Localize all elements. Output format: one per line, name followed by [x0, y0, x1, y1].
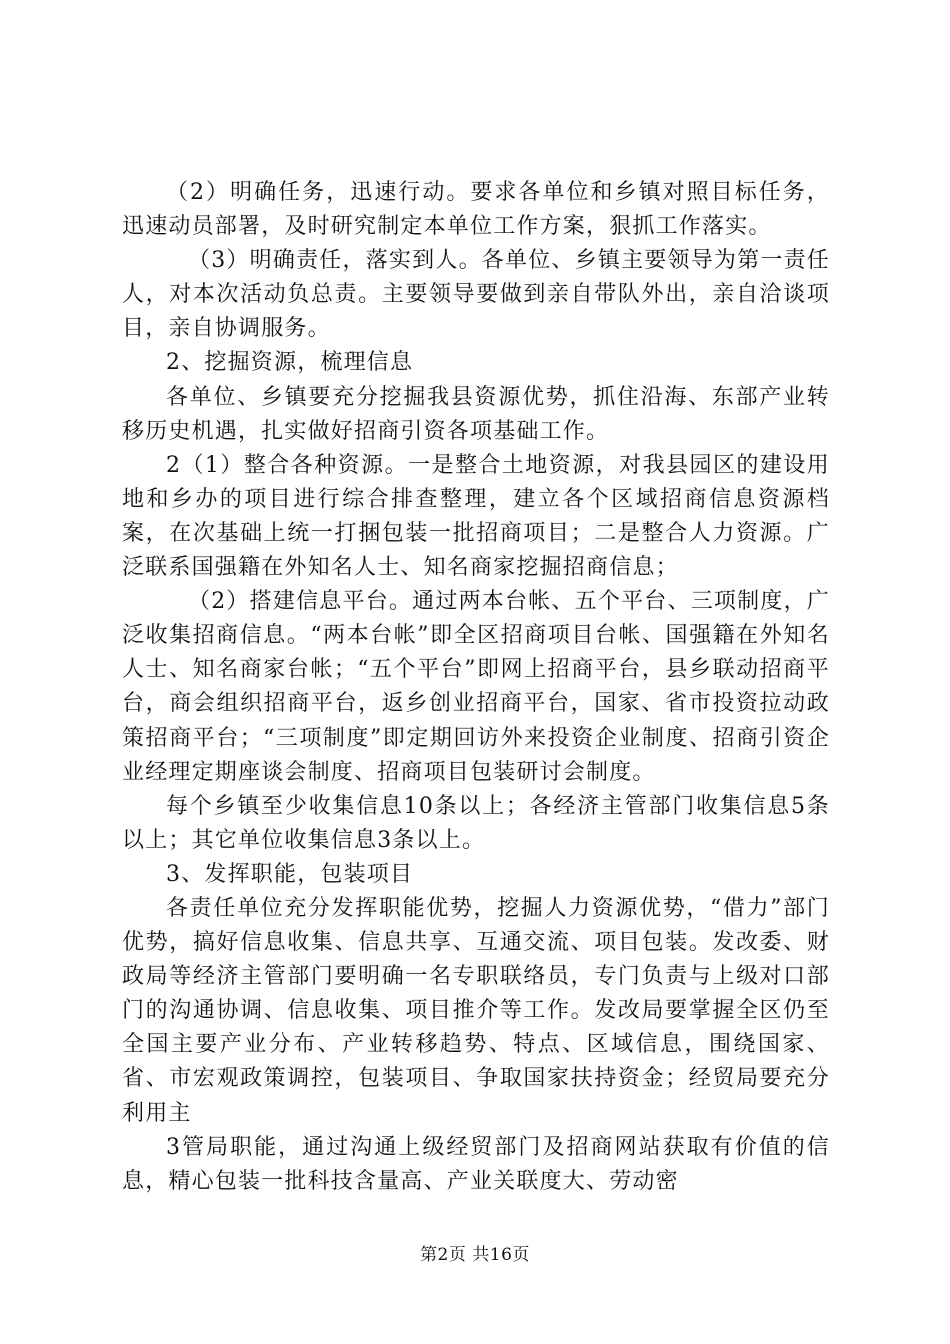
page-number-footer: 第2页 共16页: [420, 1245, 530, 1265]
paragraph-info-quota: 每个乡镇至少收集信息10条以上；各经济主管部门收集信息5条以上；其它单位收集信息3条以上。: [122, 793, 830, 853]
paragraph-functions: 各责任单位充分发挥职能优势，挖掘人力资源优势，“借力”部门优势，搞好信息收集、信息共享、互通交流、项目包装。发改委、财政局等经济主管部门要明确一名专职联络员，专门负责与上级对口部门的沟通协调、信息收集、项目推介等工作。发改局要掌握全区仍至全国主要产业分布、产业转移趋势、特点、区域信息，围绕国家、省、市宏观政策调控，包装项目、争取国家扶持资金；经贸局要充分利用主: [122, 895, 830, 1126]
document-body: [122, 176, 830, 1199]
section-heading-resources: 2、挖掘资源，梳理信息: [166, 350, 414, 376]
paragraph-integrate-resources: 2（1）整合各种资源。一是整合土地资源，对我县园区的建设用地和乡办的项目进行综合排查整理，建立各个区域招商信息资源档案，在次基础上统一打捆包装一批招商项目；二是整合人力资源。广泛联系国强籍在外知名人士、知名商家挖掘招商信息；: [122, 452, 830, 581]
paragraph-responsibility: （3）明确责任，落实到人。各单位、乡镇主要领导为第一责任人，对本次活动负总责。主要领导要做到亲自带队外出，亲自洽谈项目，亲自协调服务。: [122, 248, 830, 342]
paragraph-trade-bureau: 3管局职能，通过沟通上级经贸部门及招商网站获取有价值的信息，精心包装一批科技含量高、产业关联度大、劳动密: [122, 1134, 830, 1194]
paragraph-task-action: （2）明确任务，迅速行动。要求各单位和乡镇对照目标任务，迅速动员部署，及时研究制定本单位工作方案，狠抓工作落实。: [122, 180, 830, 240]
paragraph-resources-intro: 各单位、乡镇要充分挖掘我县资源优势，抓住沿海、东部产业转移历史机遇，扎实做好招商引资各项基础工作。: [122, 384, 830, 444]
paragraph-info-platform: （2）搭建信息平台。通过两本台帐、五个平台、三项制度，广泛收集招商信息。“两本台帐”即全区招商项目台帐、国强籍在外知名人士、知名商家台帐；“五个平台”即网上招商平台，县乡联动招商平台，商会组织招商平台，返乡创业招商平台，国家、省市投资拉动政策招商平台；“三项制度”即定期回访外来投资企业制度、招商引资企业经理定期座谈会制度、招商项目包装研讨会制度。: [122, 589, 830, 785]
section-heading-functions: 3、发挥职能，包装项目: [166, 861, 414, 887]
